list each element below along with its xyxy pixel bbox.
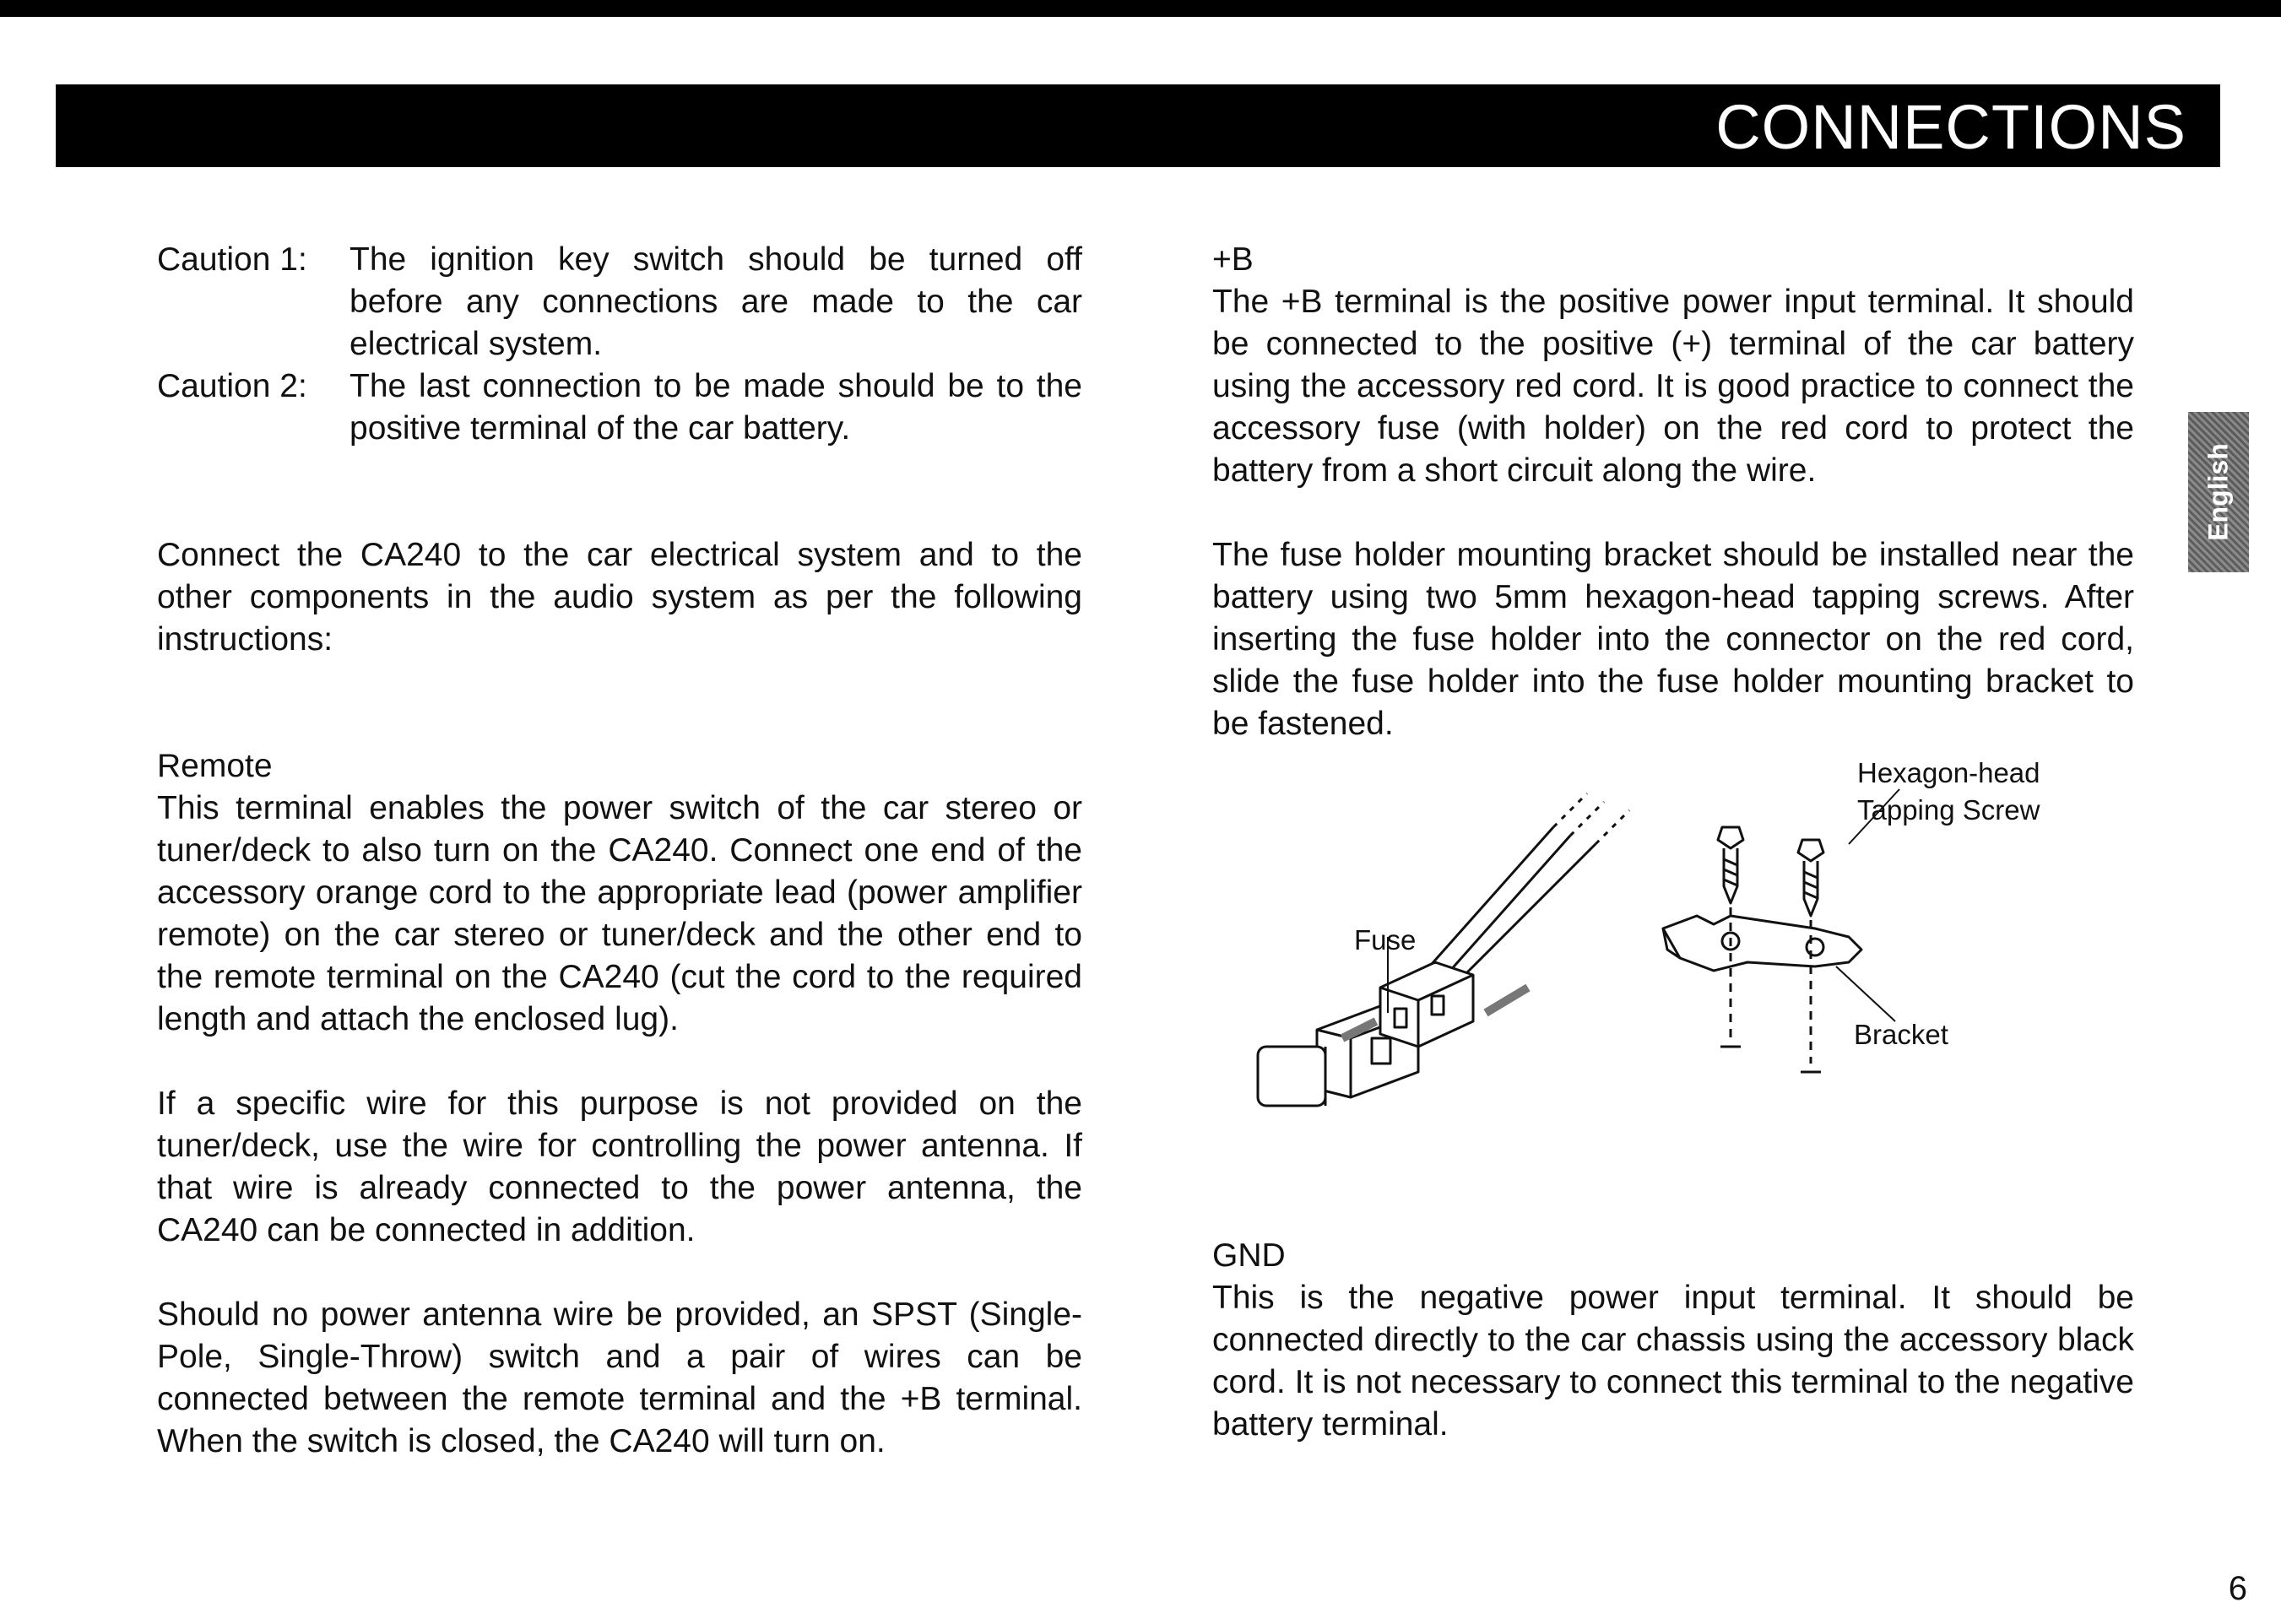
plus-b-paragraph-1: The +B terminal is the positive power input terminal. It should be connected to the positive (+) terminal of the car battery using the accessory red cord. It is good practice to connect the accessory fuse (with holder) on the red cord to protect the battery from a short circuit along the wire. <box>1212 284 2134 489</box>
language-tab-label: English <box>2202 443 2234 541</box>
language-tab <box>2188 412 2249 572</box>
wire-2 <box>1435 836 1570 988</box>
section-banner <box>56 84 2220 167</box>
caution-2-label: Caution 2: <box>157 368 307 404</box>
gnd-section <box>1212 1235 2134 1446</box>
screw-label-line1: Hexagon-head <box>1857 757 2040 788</box>
right-column <box>1212 239 2134 745</box>
arrow-right <box>1486 988 1528 1013</box>
fuse-holder-diagram <box>1207 757 2102 1148</box>
wire-1 <box>1418 827 1553 979</box>
bracket <box>1663 916 1861 971</box>
caution-1 <box>157 239 1082 365</box>
intro-paragraph: Connect the CA240 to the car electrical system and to the other components in the audio system as per the following instructions: <box>157 537 1082 658</box>
screw-2 <box>1798 840 1823 916</box>
caution-1-label: Caution 1: <box>157 241 307 278</box>
wire-3 <box>1460 844 1596 979</box>
fuse-label: Fuse <box>1354 924 1417 955</box>
remote-paragraph-2: If a specific wire for this purpose is not provided on the tuner/deck, use the wire for controlling the power antenna. If that wire is already connected to the power antenna, the CA240 can be connected in addition. <box>157 1085 1082 1248</box>
caution-2 <box>157 365 1082 450</box>
gnd-heading: GND <box>1212 1237 1286 1274</box>
remote-paragraph-3: Should no power antenna wire be provided, an SPST (Single-Pole, Single-Throw) switch and a pair of wires can be connected between the remote terminal and the +B terminal. When the switch is closed, the CA240 will turn on. <box>157 1296 1082 1459</box>
connector <box>1380 962 1473 1047</box>
bracket-label: Bracket <box>1854 1019 1948 1050</box>
remote-heading: Remote <box>157 748 273 784</box>
caution-2-text: The last connection to be made should be to the positive terminal of the car battery. <box>349 368 1082 447</box>
screw-label-line2: Tapping Screw <box>1857 794 2040 826</box>
top-rule <box>0 0 2281 17</box>
caution-1-text: The ignition key switch should be turned off before any connections are made to the car electrical system. <box>349 241 1082 362</box>
gnd-paragraph: This is the negative power input terminal. It should be connected directly to the car chassis using the accessory black cord. It is not necessary to connect this terminal to the negative battery terminal. <box>1212 1280 2134 1443</box>
page-title: CONNECTIONS <box>1715 92 2186 162</box>
left-column <box>157 239 1082 1463</box>
plus-b-paragraph-2: The fuse holder mounting bracket should be installed near the battery using two 5mm hexagon-head tapping screws. After inserting the fuse holder into the connector on the red cord, slide the fuse holder into the fuse holder mounting bracket to be fastened. <box>1212 537 2134 742</box>
remote-paragraph-1: This terminal enables the power switch of the car stereo or tuner/deck to also turn on the CA240. Connect one end of the accessory orange cord to the appropriate lead (power amplifier remote) on the car stereo or tuner/deck and the other end to the remote terminal on the CA240 (cut the cord to the required length and attach the enclosed lug). <box>157 790 1082 1037</box>
page-number: 6 <box>2228 1570 2247 1607</box>
plus-b-heading: +B <box>1212 241 1254 278</box>
screw-1 <box>1718 827 1743 903</box>
